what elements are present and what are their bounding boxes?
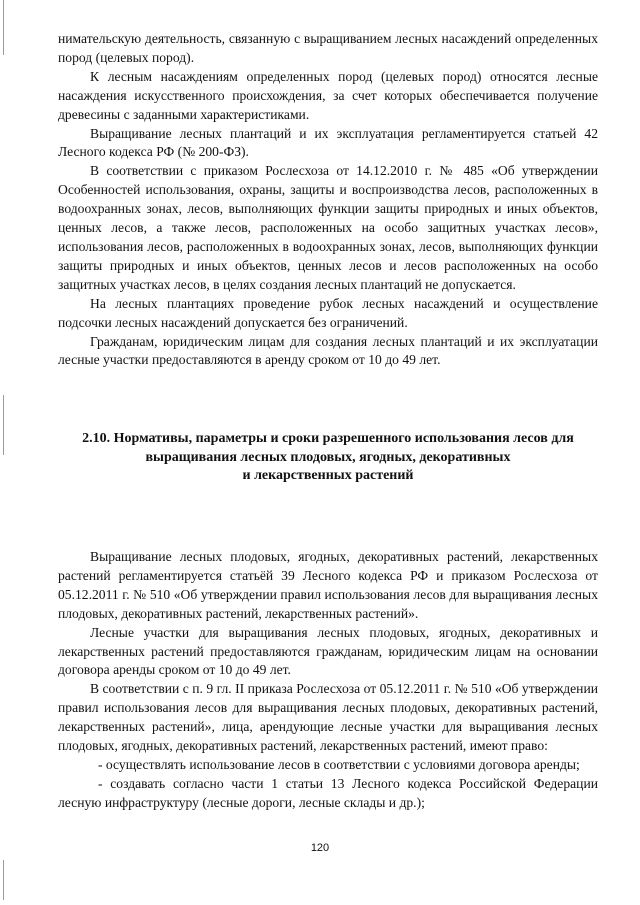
paragraph: В соответствии с п. 9 гл. II приказа Рослесхоза от 05.12.2011 г. № 510 «Об утверждении правил использования лесов для выращивания лесных плодовых, декоративных растений, лекарственных растений», лица, арендующие лесные участки для выращивания лесных плодовых, ягодных, декоративных растений, лекарственных растений, имеют право:	[58, 681, 598, 754]
section-heading-line: и лекарственных растений	[242, 468, 414, 483]
bottom-text-block	[58, 548, 598, 813]
page-number: 120	[310, 842, 330, 854]
paragraph: Выращивание лесных плодовых, ягодных, декоративных растений, лекарственных растений регламентируется статьёй 39 Лесного кодекса РФ и приказом Рослесхоза от 05.12.2011 г. № 510 «Об утверждении правил использования лесов для выращивания лесных плодовых, декоративных растений, лекарственных растений».	[58, 549, 598, 621]
paragraph: В соответствии с приказом Рослесхоза от 14.12.2010 г. № 485 «Об утверждении Особенностей использования, охраны, защиты и воспроизводства лесов, расположенных в водоохранных зонах, лесов, выполняющих функции защиты природных и иных объектов, ценных лесов, а также лесов, расположенных на особо защитных участках лесов», использования лесов, расположенных в водоохранных зонах, лесов, выполняющих функции защиты природных и иных объектов, ценных лесов и лесов расположенных на особо защитных участках лесов, в целях создания лесных плантаций не допускается.	[58, 163, 598, 292]
paragraph: нимательскую деятельность, связанную с выращиванием лесных насаждений определенных пород (целевых пород).	[58, 31, 598, 65]
list-item: - осуществлять использование лесов в соответствии с условиями договора аренды;	[98, 756, 580, 772]
section-heading-line: выращивания лесных плодовых, ягодных, декоративных	[145, 449, 511, 465]
top-text-block	[58, 30, 598, 370]
binding-edge-line	[3, 860, 4, 900]
paragraph: Лесные участки для выращивания лесных плодовых, ягодных, декоративных и лекарственных растений предоставляются гражданам, юридическим лицам на основании договора аренды сроком от 10 до 49 лет.	[58, 624, 598, 678]
binding-edge-line	[3, 0, 4, 55]
list-item: - создавать согласно части 1 статьи 13 Лесного кодекса Российской Федерации лесную инфраструктуру (лесные дороги, лесные склады и др.);	[58, 775, 598, 810]
section-heading-line: 2.10. Нормативы, параметры и сроки разрешенного использования лесов для	[82, 431, 574, 446]
paragraph: К лесным насаждениям определенных пород (целевых пород) относятся лесные насаждения искусственного происхождения, за счет которых обеспечивается получение древесины с заданными характеристиками.	[58, 68, 598, 122]
paragraph: Выращивание лесных плантаций и их эксплуатация регламентируется статьей 42 Лесного кодекса РФ (№ 200-ФЗ).	[58, 125, 598, 160]
paragraph: На лесных плантациях проведение рубок лесных насаждений и осуществление подсочки лесных насаждений допускается без ограничений.	[58, 295, 598, 330]
paragraph: Гражданам, юридическим лицам для создания лесных плантаций и их эксплуатации лесные участки предоставляются в аренду сроком от 10 до 49 лет.	[58, 333, 598, 368]
section-heading	[58, 430, 598, 486]
binding-edge-line	[3, 395, 4, 455]
